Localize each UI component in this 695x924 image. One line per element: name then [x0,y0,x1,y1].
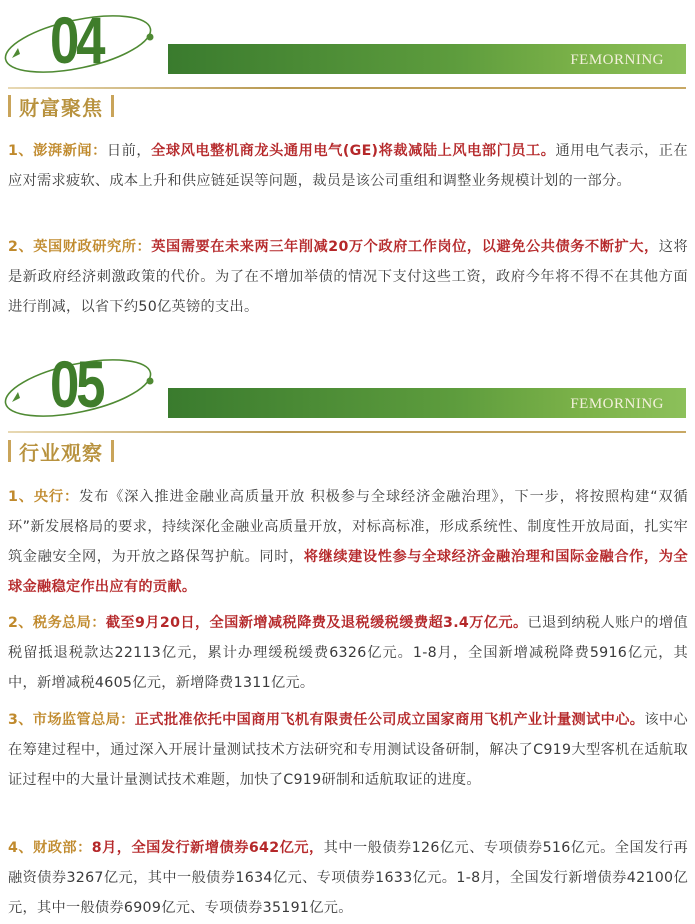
brand-banner [168,388,686,418]
divider [8,431,686,433]
news-item: 1、澎湃新闻：日前，全球风电整机商龙头通用电气(GE)将裁减陆上风电部门员工。通用电气表示，正在应对需求疲软、成本上升和供应链延误等问题，裁员是该公司重组和调整业务规模计划的一部分。 [8,143,688,189]
brand-text: FEMORNING [570,52,664,68]
news-item: 1、央行：发布《深入推进金融业高质量开放 积极参与全球经济金融治理》，下一步，将按照构建“双循环”新发展格局的要求，持续深化金融业高质量开放，对标高标准，形成系统性、制度性开放局面，扎实牢筑金融安全网，为开放之路保驾护航。同时，将继续建设性参与全球经济金融治理和国际金融合作，为全球金融稳定作出应有的贡献。 [8,489,688,595]
brand-banner [168,44,686,74]
news-item: 4、财政部：8月，全国发行新增债券642亿元，其中一般债券126亿元、专项债券516亿元。全国发行再融资债券3267亿元，其中一般债券1634亿元、专项债券1633亿元。1-8月，全国发行新增债券42100亿元，其中一般债券6909亿元、专项债券35191亿元。 [8,840,688,916]
section-title-text: 行业观察 [19,440,103,465]
section-05-header [0,348,695,426]
divider [8,87,686,89]
news-item: 2、英国财政研究所：英国需要在未来两三年削减20万个政府工作岗位，以避免公共债务不断扩大，这将是新政府经济刺激政策的代价。为了在不增加举债的情况下支付这些工资，政府今年将不得不在其他方面进行削减，以省下约50亿英镑的支出。 [8,239,688,315]
section-title-text: 财富聚焦 [19,95,103,120]
section-number: 04 [50,3,103,77]
brand-text: FEMORNING [570,396,664,412]
section-04-header [0,4,695,82]
news-item: 3、市场监管总局：正式批准依托中国商用飞机有限责任公司成立国家商用飞机产业计量测试中心。该中心在筹建过程中，通过深入开展计量测试技术方法研究和专用测试设备研制，解决了C919大型客机在适航取证过程中的大量计量测试技术难题，加快了C919研制和适航取证的进度。 [8,712,688,788]
section-number: 05 [50,347,103,421]
section-title [8,435,114,467]
section-title [8,90,114,122]
news-item: 2、税务总局：截至9月20日，全国新增减税降费及退税缓税缓费超3.4万亿元。已退到纳税人账户的增值税留抵退税款达22113亿元，累计办理缓税缓费6326亿元。1-8月，全国新增减税降费5916亿元，其中，新增减税4605亿元，新增降费1311亿元。 [8,615,688,691]
